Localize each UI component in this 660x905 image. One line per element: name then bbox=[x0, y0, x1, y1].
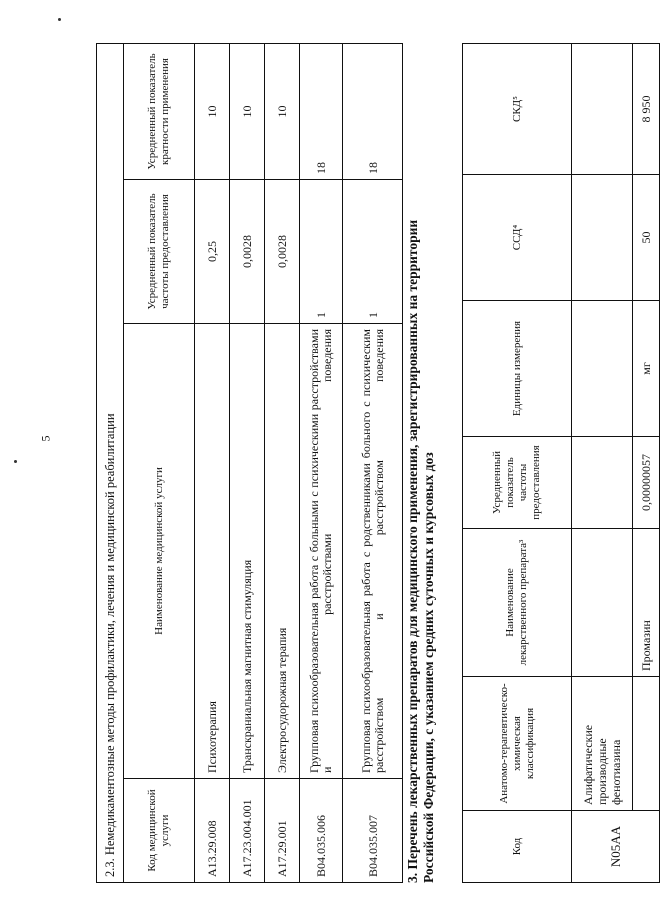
section-title: 2.3. Немедикаментозные методы профилактики, лечения и медицинской реабилитации bbox=[97, 43, 124, 882]
service-name: Электросудорожная терапия bbox=[265, 324, 300, 779]
service-name: Групповая психообразовательная работа с родственниками больного с психическим расстройством и расстройством поведения bbox=[343, 324, 403, 779]
col-header-mult: Усредненный показатель кратности применения bbox=[124, 43, 195, 179]
table-row bbox=[343, 43, 403, 882]
service-code: A17.29.001 bbox=[265, 779, 300, 883]
scan-dot bbox=[14, 460, 17, 463]
table-row bbox=[195, 43, 230, 882]
col-header-unit: Единицы измерения bbox=[463, 301, 572, 437]
scan-dot bbox=[58, 18, 61, 21]
col-header-freq: Усредненный показатель частоты предоставления bbox=[124, 180, 195, 324]
service-freq: 0,25 bbox=[195, 180, 230, 324]
service-freq: 1 bbox=[300, 180, 343, 324]
table-row bbox=[300, 43, 343, 882]
service-freq: 0,0028 bbox=[230, 180, 265, 324]
service-code: B04.035.007 bbox=[343, 779, 403, 883]
service-mult: 18 bbox=[300, 43, 343, 179]
service-code: B04.035.006 bbox=[300, 779, 343, 883]
service-name: Групповая психообразовательная работа с больными с психическими расстройствами и расстройствами поведения bbox=[300, 324, 343, 779]
section-3-heading-line: Российской Федерации, с указанием средних суточных и курсовых доз bbox=[421, 452, 436, 883]
drug-name: Промазин bbox=[633, 529, 660, 677]
col-header-code: Код медицинской услуги bbox=[124, 779, 195, 883]
drug-skd: 8 950 bbox=[633, 44, 660, 175]
drug-unit: мг bbox=[633, 301, 660, 437]
service-mult: 10 bbox=[195, 43, 230, 179]
page-number: 5 bbox=[38, 435, 53, 442]
col-header-atc: Анатомо-терапевтическо-химическая классификация bbox=[463, 677, 572, 811]
table-row bbox=[230, 43, 265, 882]
service-code: A17.23.004.001 bbox=[230, 779, 265, 883]
service-name: Психотерапия bbox=[195, 324, 230, 779]
atc-code: N05AA bbox=[572, 811, 660, 883]
service-mult: 10 bbox=[230, 43, 265, 179]
drug-freq: 0,00000057 bbox=[633, 437, 660, 529]
col-header-drug: Наименование лекарственного препарата³ bbox=[463, 529, 572, 677]
table-row bbox=[633, 44, 660, 883]
service-code: A13.29.008 bbox=[195, 779, 230, 883]
service-mult: 18 bbox=[343, 43, 403, 179]
col-header-name: Наименование медицинской услуги bbox=[124, 324, 195, 779]
rotated-page-content bbox=[48, 23, 653, 883]
service-name: Транскраниальная магнитная стимуляция bbox=[230, 324, 265, 779]
col-header-ssd: ССД⁴ bbox=[463, 175, 572, 301]
col-header-code: Код bbox=[463, 811, 572, 883]
table-row bbox=[572, 44, 633, 883]
table-row bbox=[265, 43, 300, 882]
col-header-freq: Усредненный показатель частоты предоставления bbox=[463, 437, 572, 529]
section-3-heading bbox=[405, 44, 437, 883]
services-table bbox=[96, 43, 403, 883]
col-header-skd: СКД⁵ bbox=[463, 44, 572, 175]
service-freq: 0,0028 bbox=[265, 180, 300, 324]
drugs-table bbox=[462, 43, 660, 883]
atc-group-name: Алифатические производные фенотиазина bbox=[572, 677, 633, 811]
service-freq: 1 bbox=[343, 180, 403, 324]
section-3-heading-line: 3. Перечень лекарственных препаратов для медицинского применения, зарегистрированных на территории bbox=[405, 219, 420, 883]
drug-ssd: 50 bbox=[633, 175, 660, 301]
service-mult: 10 bbox=[265, 43, 300, 179]
